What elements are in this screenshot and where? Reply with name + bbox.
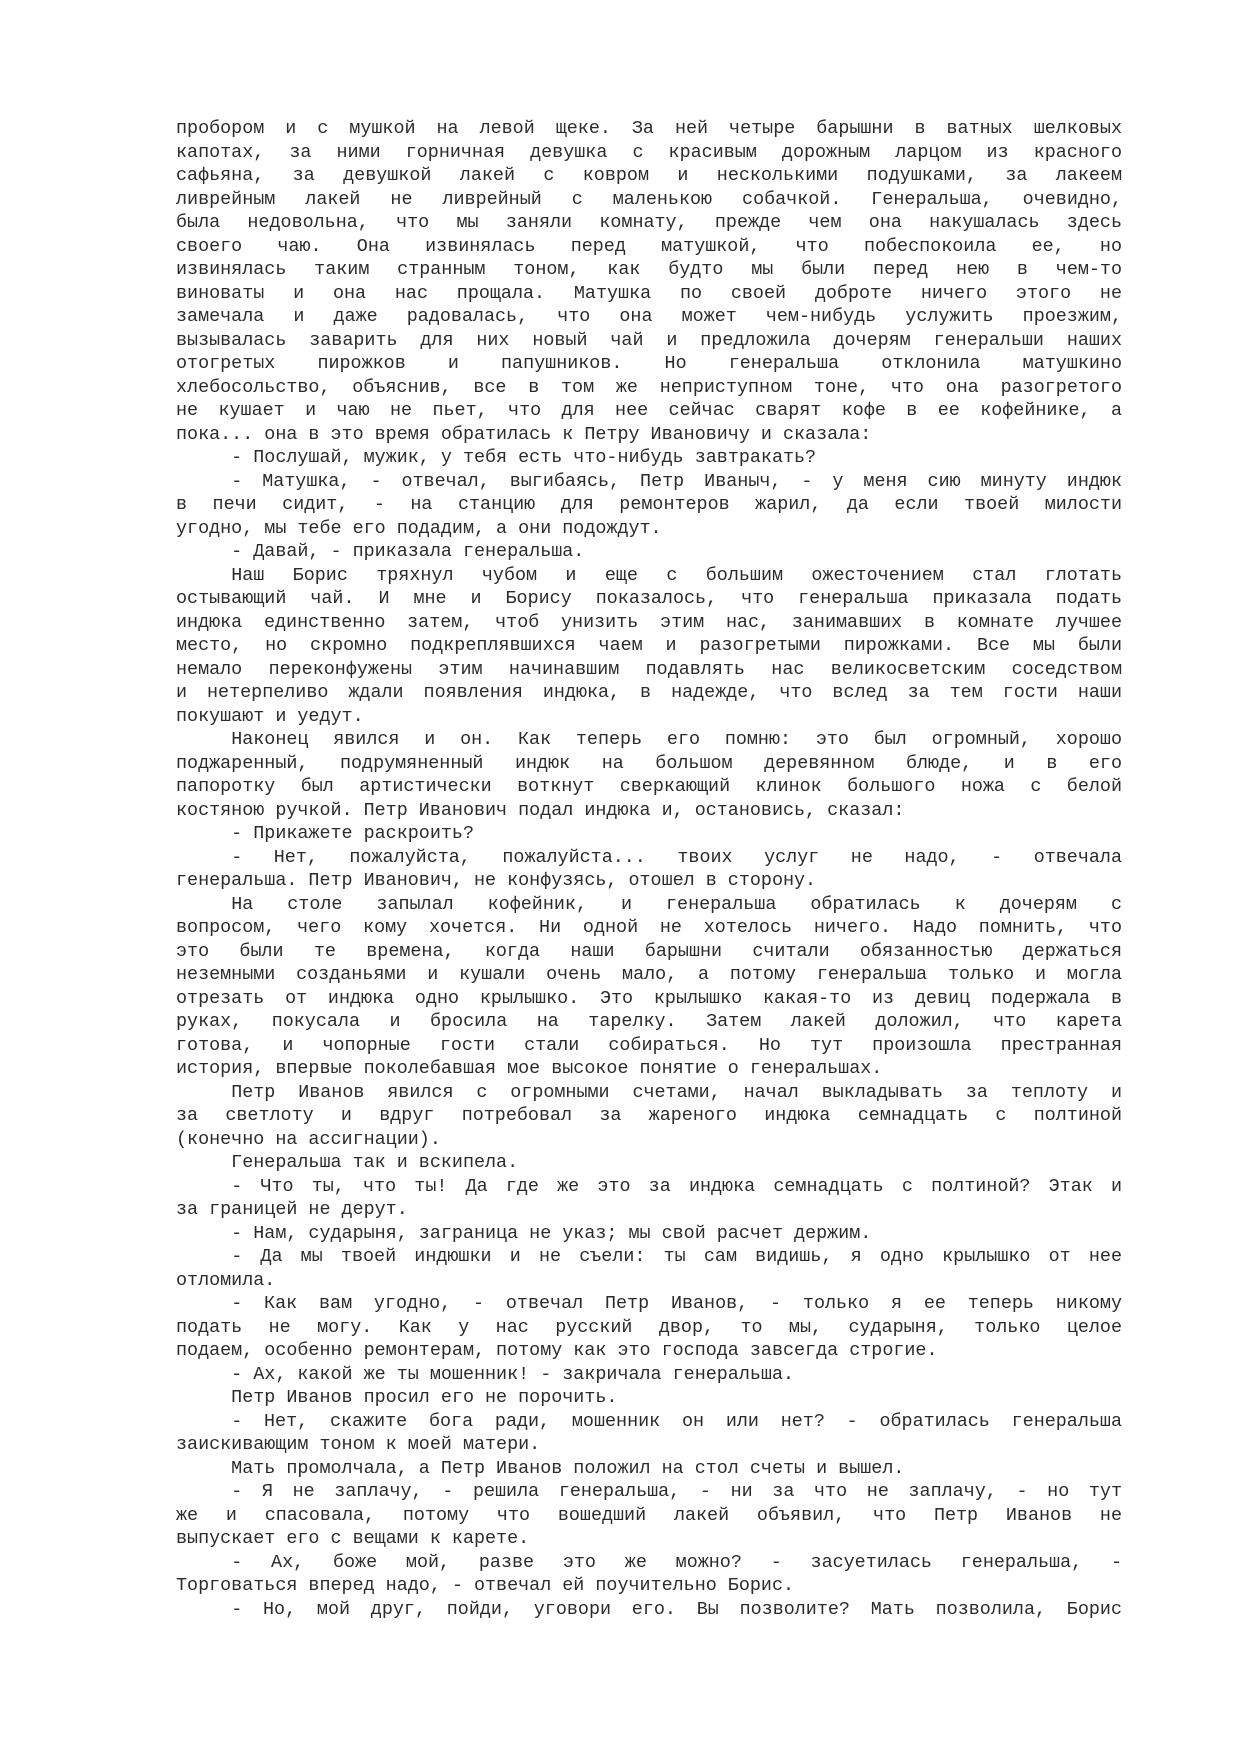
text-line: в печи сидит, - на станцию для ремонтеров жарил, да если твоей милости xyxy=(176,494,1122,515)
text-line: готова, и чопорные гости стали собираться. Но тут произошла престранная xyxy=(176,1034,1122,1056)
text-line: - Я не заплачу, - решила генеральша, - ни за что не заплачу, - но тут xyxy=(231,1481,1122,1502)
text-line: Мать промолчала, а Петр Иванов положил на стол счеты и вышел. xyxy=(176,1457,905,1479)
text-line: - Ах, какой же ты мошенник! - закричала генеральша. xyxy=(176,1363,795,1385)
text-line: пробором и с мушкой на левой щеке. За ней четыре барышни в ватных шелковых xyxy=(176,118,1122,139)
text-line: поджаренный, подрумяненный индюк на большом деревянном блюде, и в его xyxy=(176,752,1122,774)
text-line: отломила. xyxy=(176,1269,276,1291)
text-line: Петр Иванов просил его не порочить. xyxy=(176,1387,618,1408)
text-line: своего чаю. Она извинялась перед матушкой, что побеспокоила ее, но xyxy=(176,235,1122,257)
text-line: вопросом, чего кому хочется. Ни одной не хотелось ничего. Надо помнить, что xyxy=(176,917,1122,938)
text-line: покушают и уедут. xyxy=(176,705,364,727)
text-line: - Ах, боже мой, разве это же можно? - засуетилась генеральша, - xyxy=(231,1551,1122,1573)
text-line: была недовольна, что мы заняли комнату, прежде чем она накушалась здесь xyxy=(176,212,1122,233)
text-line: это были те времена, когда наши барышни считали обязанностью держаться xyxy=(176,940,1122,962)
text-line: подать не могу. Как у нас русский двор, то мы, сударыня, только целое xyxy=(176,1316,1122,1338)
text-line: Торговаться вперед надо, - отвечал ей поучительно Борис. xyxy=(176,1575,795,1596)
text-line: капотах, за ними горничная девушка с красивым дорожным ларцом из красного xyxy=(176,141,1122,163)
text-line: остывающий чай. И мне и Борису показалось, что генеральша приказала подать xyxy=(176,588,1122,609)
text-line: На столе запылал кофейник, и генеральша обратилась к дочерям с xyxy=(231,893,1122,915)
text-line: и нетерпеливо ждали появления индюка, в надежде, что вслед за тем гости наши xyxy=(176,682,1122,703)
text-line: - Матушка, - отвечал, выгибаясь, Петр Иваныч, - у меня сию минуту индюк xyxy=(231,470,1122,492)
text-line: - Давай, - приказала генеральша. xyxy=(176,541,585,562)
text-line: отрезать от индюка одно крылышко. Это крылышко какая-то из девиц подержала в xyxy=(176,987,1122,1009)
text-line: виноваты и она нас прощала. Матушка по своей доброте ничего этого не xyxy=(176,282,1122,304)
text-line: руках, покусала и бросила на тарелку. Затем лакей доложил, что карета xyxy=(176,1011,1122,1032)
text-line: ливрейным лакей не ливрейный с маленькою собачкой. Генеральша, очевидно, xyxy=(176,188,1122,210)
text-line: - Нет, скажите бога ради, мошенник он или нет? - обратилась генеральша xyxy=(231,1410,1122,1432)
text-line: место, но скромно подкреплявшихся чаем и разогретыми пирожками. Все мы были xyxy=(176,635,1122,656)
document-page xyxy=(176,117,1122,1621)
text-line: - Прикажете раскроить? xyxy=(176,823,474,844)
text-line: костяною ручкой. Петр Иванович подал индюка и, остановись, сказал: xyxy=(176,799,905,821)
text-line: Генеральша так и вскипела. xyxy=(176,1152,519,1173)
text-line: за границей не дерут. xyxy=(176,1199,408,1220)
text-line: - Что ты, что ты! Да где же это за индюка семнадцать с полтиной? Этак и xyxy=(231,1175,1122,1197)
text-line: извинялась таким странным тоном, как будто мы были перед нею в чем-то xyxy=(176,259,1122,280)
text-line: папоротку был артистически воткнут сверкающий клинок большого ножа с белой xyxy=(176,776,1122,797)
text-line: индюка единственно затем, чтоб унизить этим нас, занимавших в комнате лучшее xyxy=(176,611,1122,633)
text-line: не кушает и чаю не пьет, что для нее сейчас сварят кофе в ее кофейнике, а xyxy=(176,400,1122,421)
text-line: вызывалась заварить для них новый чай и предложила дочерям генеральши наших xyxy=(176,329,1122,351)
text-line: Наш Борис тряхнул чубом и еще с большим ожесточением стал глотать xyxy=(231,564,1122,586)
text-line: - Послушай, мужик, у тебя есть что-нибудь завтракать? xyxy=(176,447,817,468)
text-line: подаем, особенно ремонтерам, потому как это господа завсегда строгие. xyxy=(176,1340,938,1361)
text-line: хлебосольство, объяснив, все в том же неприступном тоне, что она разогретого xyxy=(176,376,1122,398)
text-line: - Да мы твоей индюшки и не съели: ты сам видишь, я одно крылышко от нее xyxy=(231,1246,1122,1267)
text-line: отогретых пирожков и папушников. Но генеральша отклонила матушкино xyxy=(176,353,1122,374)
text-line: Петр Иванов явился с огромными счетами, начал выкладывать за теплоту и xyxy=(231,1081,1122,1103)
text-line: неземными созданьями и кушали очень мало, а потому генеральша только и могла xyxy=(176,964,1122,985)
text-line: Наконец явился и он. Как теперь его помню: это был огромный, хорошо xyxy=(231,729,1122,750)
text-line: - Нет, пожалуйста, пожалуйста... твоих услуг не надо, - отвечала xyxy=(231,846,1122,868)
text-line: выпускает его с вещами к карете. xyxy=(176,1528,530,1549)
text-line: - Нам, сударыня, заграница не указ; мы свой расчет держим. xyxy=(176,1222,872,1244)
text-line: история, впервые поколебавшая мое высокое понятие о генеральшах. xyxy=(176,1058,883,1079)
text-line: - Как вам угодно, - отвечал Петр Иванов, - только я ее теперь никому xyxy=(231,1293,1122,1314)
text-line: заискивающим тоном к моей матери. xyxy=(176,1434,541,1455)
text-line: (конечно на ассигнации). xyxy=(176,1128,441,1150)
text-line: немало переконфужены этим начинавшим подавлять нас великосветским соседством xyxy=(176,658,1122,680)
text-line: за светлоту и вдруг потребовал за жареного индюка семнадцать с полтиной xyxy=(176,1105,1122,1126)
text-line: же и спасовала, потому что вошедший лакей объявил, что Петр Иванов не xyxy=(176,1504,1122,1526)
text-line: замечала и даже радовалась, что она может чем-нибудь услужить проезжим, xyxy=(176,306,1122,327)
text-line: - Но, мой друг, пойди, уговори его. Вы позволите? Мать позволила, Борис xyxy=(231,1598,1122,1620)
text-line: генеральша. Петр Иванович, не конфузясь, отошел в сторону. xyxy=(176,870,817,891)
text-line: пока... она в это время обратилась к Петру Ивановичу и сказала: xyxy=(176,423,872,445)
text-line: сафьяна, за девушкой лакей с ковром и несколькими подушками, за лакеем xyxy=(176,165,1122,186)
text-line: угодно, мы тебе его подадим, а они подождут. xyxy=(176,517,662,539)
